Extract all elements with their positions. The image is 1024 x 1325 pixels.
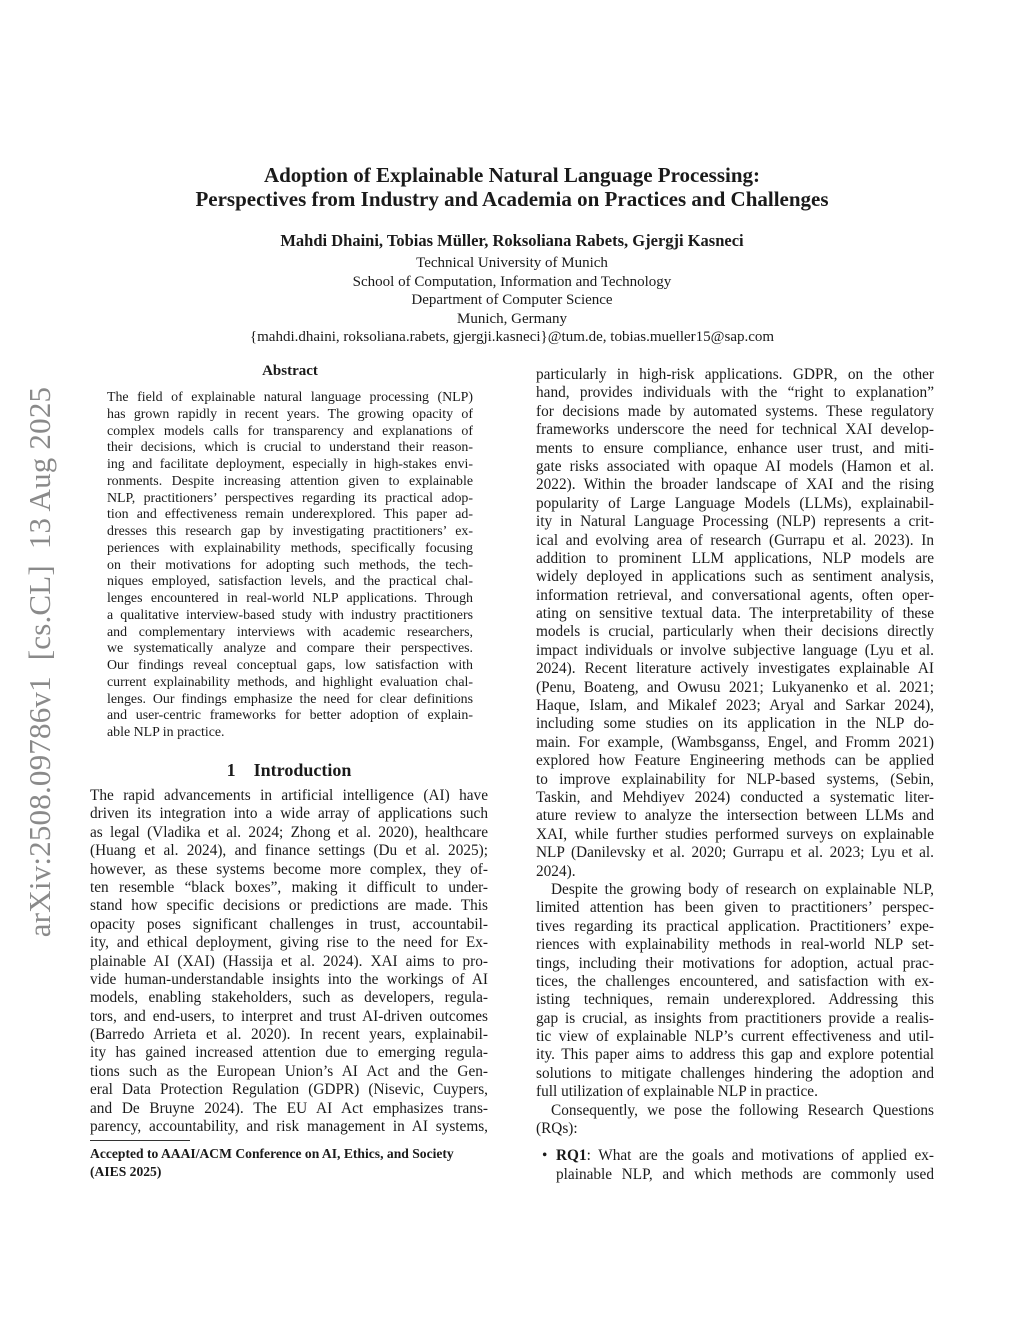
text-line: 2024). — [536, 862, 576, 880]
text-line: NLP (Danilevsky et al. 2020; Gurrapu et al. 2023; Lyu et al. — [536, 844, 934, 862]
text-line: models, enabling stakeholders, such as developers, regula- — [90, 989, 488, 1007]
text-line: limited attention has been given to practitioners’ perspec- — [536, 899, 934, 917]
text-line: 2024). Recent literature actively investigates explainable AI — [536, 660, 934, 678]
text-line: lenges encountered in real-world NLP applications. Through — [107, 591, 473, 606]
text-line: periences with explainability methods, specifically focusing — [107, 540, 473, 556]
text-line: frameworks underscore the need for technical XAI develop- — [536, 421, 934, 439]
text-line: particularly in high-risk applications. GDPR, on the other — [536, 366, 934, 383]
text-line: and user-centric frameworks for better adoption of explain- — [107, 708, 473, 724]
section-number: 1 — [226, 760, 236, 780]
text-line: including some studies on its application in the NLP do- — [536, 715, 934, 733]
text-line: Consequently, we pose the following Research Questions — [551, 1101, 934, 1119]
text-line: widely deployed in applications such as sentiment analysis, — [536, 568, 934, 586]
text-line: impact individuals or involve subjective language (Lyu et al. — [536, 641, 934, 659]
rq-label: RQ1 — [556, 1147, 587, 1165]
affiliation-line: Technical University of Munich — [416, 255, 608, 271]
text-line: lenges. Our findings emphasize the need for clear definitions — [107, 691, 473, 707]
text-line: ical and evolving area of research (Gurrapu et al. 2023). In — [536, 531, 934, 549]
text-line: gate risks associated with opaque AI models (Hamon et al. — [536, 457, 934, 475]
abstract-body — [107, 390, 473, 742]
paragraph — [536, 1102, 934, 1139]
text-line: plainable NLP, and which methods are commonly used — [556, 1165, 934, 1183]
text-line: tic view of explainable NLP’s current effectiveness and util- — [536, 1028, 934, 1046]
affiliation-line: Department of Computer Science — [411, 292, 613, 309]
text-line: ity has gained increased attention due to emerging regula- — [90, 1044, 488, 1062]
text-line: Our findings reveal conceptual gaps, low satisfaction with — [107, 658, 473, 673]
text-line: main. For example, (Wambsganss, Engel, and Fromm 2021) — [536, 733, 934, 751]
text-line: niques employed, satisfaction levels, and the practical chal- — [107, 574, 473, 590]
text-line: eral Data Protection Regulation (GDPR) (Nisevic, Cuypers, — [90, 1081, 488, 1099]
text-line: NLP, practitioners’ perspectives regarding its practical adop- — [107, 490, 473, 506]
section-title: Introduction — [253, 760, 352, 780]
text-line: tings, including their motivations for adoption, actual prac- — [536, 954, 934, 972]
footnote-line: (AIES 2025) — [90, 1164, 162, 1179]
rq-text: : What are the goals and motivations of applied ex- — [586, 1147, 934, 1165]
text-line: their decisions, which is crucial to understand their reason- — [107, 440, 473, 456]
text-line: and complementary interviews with academic researchers, — [107, 624, 473, 640]
text-line: The field of explainable natural language processing (NLP) — [107, 390, 473, 405]
text-line: tion and effectiveness remain underexplored. This paper ad- — [107, 507, 473, 523]
text-line: explored how Feature Engineering methods can be applied — [536, 752, 934, 770]
text-line — [556, 1147, 934, 1165]
text-line: dresses this research gap by investigating practitioners’ ex- — [107, 524, 473, 539]
text-line: able NLP in practice. — [107, 725, 225, 740]
text-line: tors, and end-users, to interpret and trust AI-driven outcomes — [90, 1007, 488, 1025]
text-line: parency, accountability, and risk management in AI systems, — [90, 1118, 488, 1136]
text-line: addition to prominent LLM applications, NLP models are — [536, 549, 934, 567]
affiliation-line: School of Computation, Information and Technology — [352, 273, 672, 290]
text-line: riences with explainability methods in real-world NLP set- — [536, 936, 934, 954]
introduction-body — [90, 787, 488, 1136]
text-line: opacity poses significant challenges in trust, accountabil- — [90, 915, 488, 933]
text-line: tions such as the European Union’s AI Act and the Gen- — [90, 1062, 488, 1080]
text-line: a qualitative interview-based study with industry practitioners — [107, 607, 473, 623]
text-line: solutions to mitigate challenges hindering the adoption and — [536, 1064, 934, 1082]
text-line: has grown rapidly in recent years. The growing opacity of — [107, 406, 473, 422]
text-line: (Barredo Arrieta et al. 2020). In recent years, explainabil- — [90, 1026, 488, 1044]
text-line: Despite the growing body of research on explainable NLP, — [551, 880, 934, 898]
text-line: Taskin, and Mehdiyev 2024) conducted a systematic liter- — [536, 788, 934, 806]
text-line: vide human-understandable insights into the workings of AI — [90, 970, 488, 988]
text-line: gap is crucial, as insights from practitioners provide a realis- — [536, 1009, 934, 1027]
research-question-item — [536, 1147, 934, 1184]
text-line: full utilization of explainable NLP in practice. — [536, 1083, 818, 1101]
text-line: ten resemble “black boxes”, making it difficult to under- — [90, 878, 488, 896]
section-heading-introduction — [90, 760, 488, 781]
text-line: The rapid advancements in artificial intelligence (AI) have — [90, 787, 488, 804]
text-line: driven its integration into a wide array of applications such — [90, 805, 488, 823]
text-line: XAI, while further studies performed surveys on explainable — [536, 825, 934, 843]
title-line: Adoption of Explainable Natural Language Processing: — [263, 163, 761, 187]
text-line: 2022). Within the broader landscape of XAI and the rising — [536, 476, 934, 494]
text-line: models is crucial, particularly when their decisions directly — [536, 623, 934, 641]
text-line: ments to ensure compliance, enhance user trust, and miti- — [536, 439, 934, 457]
text-line: isting techniques, remain underexplored. Addressing this — [536, 991, 934, 1009]
text-line: on their motivations for adopting such methods, the tech- — [107, 557, 473, 573]
footnote-divider — [90, 1140, 190, 1141]
paragraph — [536, 366, 934, 881]
affiliation-line: Munich, Germany — [457, 310, 567, 327]
text-line: as legal (Vladika et al. 2024; Zhong et al. 2020), healthcare — [90, 823, 488, 841]
text-line: ity in Natural Language Processing (NLP) represents a crit- — [536, 513, 934, 531]
text-line: hand, provides individuals with the “right to explanation” — [536, 384, 934, 402]
text-line: tives regarding its practical application. Practitioners’ expe- — [536, 917, 934, 935]
text-line: we systematically analyze and compare their perspectives. — [107, 641, 473, 657]
text-line: information retrieval, and conversational agents, often oper- — [536, 586, 934, 604]
text-line: current explainability methods, and highlight evaluation chal- — [107, 674, 473, 690]
text-line: Haque, Islam, and Mikalef 2023; Aryal and Sarkar 2024), — [536, 697, 934, 715]
text-line: and De Bruyne 2024). The EU AI Act emphasizes trans- — [90, 1099, 488, 1117]
text-line: complex models calls for transparency and explanations of — [107, 423, 473, 439]
text-line: for decisions made by automated systems. These regulatory — [536, 402, 934, 420]
text-line: tices, the challenges encountered, and satisfaction with ex- — [536, 972, 934, 990]
arxiv-identifier-stamp: arXiv:2508.09786v1 [cs.CL] 13 Aug 2025 — [22, 386, 57, 938]
text-line: ing and facilitate deployment, especially in high-stakes envi- — [107, 457, 473, 472]
text-line: (RQs): — [536, 1120, 578, 1138]
author-emails: {mahdi.dhaini, roksoliana.rabets, gjergji.kasneci}@tum.de, tobias.mueller15@sap.com — [249, 329, 775, 346]
text-line: ating on sensitive textual data. The interpretability of these — [536, 605, 934, 623]
text-line: (Penu, Boateng, and Owusu 2021; Lukyanenko et al. 2021; — [536, 678, 934, 696]
text-line: ity. This paper aims to address this gap and explore potential — [536, 1046, 934, 1064]
text-line: ronments. Despite increasing attention given to explainable — [107, 473, 473, 489]
text-line: ature review to analyze the intersection between LLMs and — [536, 807, 934, 825]
text-line: however, as these systems become more complex, they of- — [90, 860, 488, 878]
bullet-icon: • — [542, 1147, 548, 1165]
title-line: Perspectives from Industry and Academia on Practices and Challenges — [195, 187, 829, 211]
text-line: popularity of Large Language Models (LLMs), explainabil- — [536, 494, 934, 512]
text-line: plainable AI (XAI) (Hassija et al. 2024). XAI aims to pro- — [90, 952, 488, 970]
paper-title — [0, 163, 1024, 211]
abstract-heading: Abstract — [262, 363, 318, 379]
text-line: ity, and ethical deployment, giving rise to the need for Ex- — [90, 934, 488, 952]
text-line: to improve explainability for NLP-based systems, (Sebin, — [536, 770, 934, 788]
affiliations — [0, 254, 1024, 347]
paragraph — [536, 881, 934, 1102]
author-list: Mahdi Dhaini, Tobias Müller, Roksoliana Rabets, Gjergji Kasneci — [280, 231, 744, 250]
footnote — [90, 1145, 490, 1181]
text-line: (Huang et al. 2024), and finance settings (Du et al. 2025); — [90, 842, 488, 860]
right-column — [536, 366, 934, 1184]
footnote-line: Accepted to AAAI/ACM Conference on AI, Ethics, and Society — [90, 1146, 454, 1161]
text-line: stand how specific decisions or predictions are made. This — [90, 897, 488, 915]
